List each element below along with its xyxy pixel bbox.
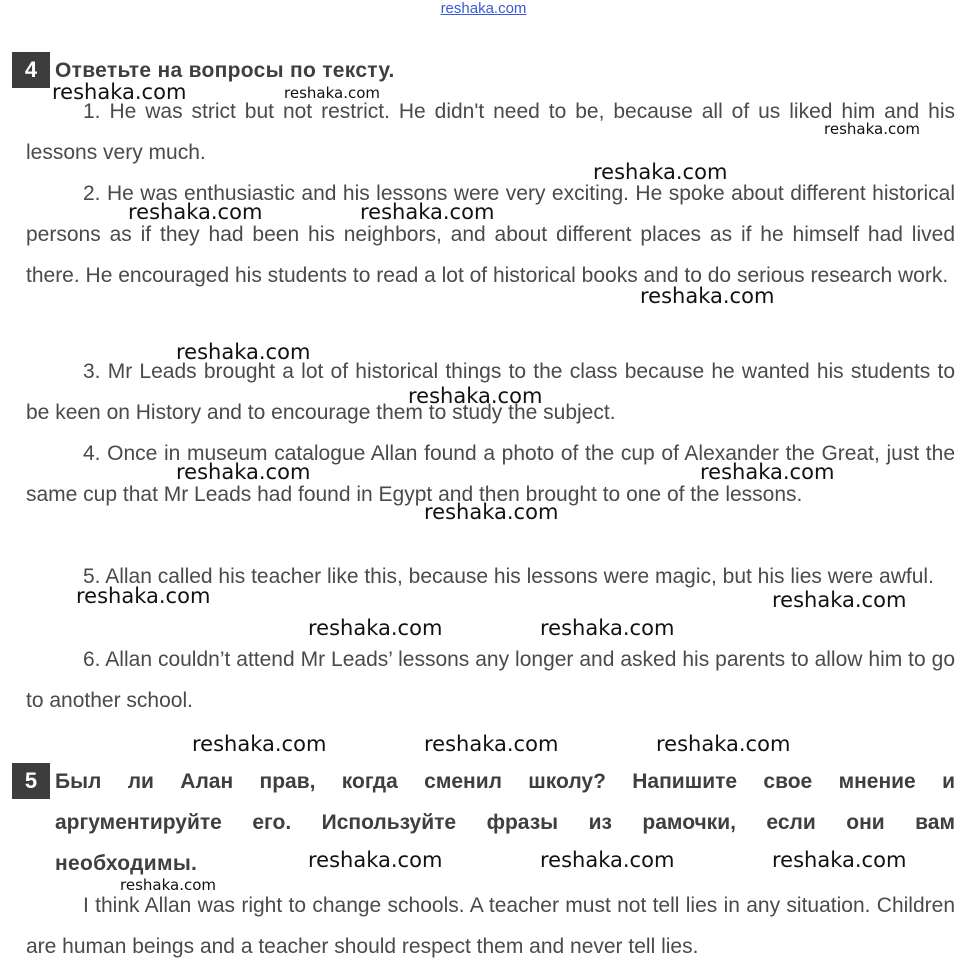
site-header-link[interactable]: reshaka.com — [440, 0, 527, 17]
answer-paragraph: 2. He was enthusiastic and his lessons were very exciting. He spoke about different historical persons as if they had been his neighbors, and about different places as if he himself had lived there. He encouraged his students to read a lot of historical books and to do serious research work. — [26, 182, 955, 287]
answer-paragraph: 5. Allan called his teacher like this, because his lessons were magic, but his lies were awful. — [83, 565, 934, 588]
watermark: reshaka.com — [120, 876, 216, 894]
watermark: reshaka.com — [824, 120, 920, 138]
task-number-badge: 4 — [12, 52, 50, 88]
watermark: reshaka.com — [308, 848, 443, 872]
watermark: reshaka.com — [540, 616, 675, 640]
answer-paragraph: 4. Once in museum catalogue Allan found a photo of the cup of Alexander the Great, just the same cup that Mr Leads had found in Egypt and then brought to one of the lessons. — [26, 442, 955, 506]
watermark: reshaka.com — [700, 460, 835, 484]
watermark: reshaka.com — [192, 732, 327, 756]
watermark: reshaka.com — [772, 848, 907, 872]
answer-paragraph: I think Allan was right to change schools. A teacher must not tell lies in any situation. Children are human beings and a teacher should respect them and never tell lies. — [26, 894, 955, 958]
answer-paragraph: 6. Allan couldn’t attend Mr Leads’ lessons any longer and asked his parents to allow him to go to another school. — [26, 648, 955, 712]
watermark: reshaka.com — [424, 500, 559, 524]
watermark: reshaka.com — [52, 80, 187, 104]
task-title-line: необходимы. — [55, 852, 198, 875]
watermark: reshaka.com — [128, 200, 263, 224]
watermark: reshaka.com — [593, 160, 728, 184]
watermark: reshaka.com — [424, 732, 559, 756]
answer-paragraph: 3. Mr Leads brought a lot of historical things to the class because he wanted his students to be keen on History and to encourage them to study the subject. — [26, 360, 955, 424]
watermark: reshaka.com — [360, 200, 495, 224]
task-title-line: Был ли Алан прав, когда сменил школу? Напишите свое мнение и — [55, 770, 955, 793]
watermark: reshaka.com — [772, 588, 907, 612]
watermark: reshaka.com — [284, 84, 380, 102]
task-number-badge: 5 — [12, 763, 50, 799]
watermark: reshaka.com — [408, 384, 543, 408]
watermark: reshaka.com — [76, 584, 211, 608]
watermark: reshaka.com — [176, 340, 311, 364]
watermark: reshaka.com — [640, 284, 775, 308]
watermark: reshaka.com — [176, 460, 311, 484]
task-title-line: аргументируйте его. Используйте фразы из рамочки, если они вам — [55, 811, 955, 834]
task-title: Ответьте на вопросы по тексту. — [55, 59, 395, 82]
watermark: reshaka.com — [540, 848, 675, 872]
watermark: reshaka.com — [308, 616, 443, 640]
answer-paragraph: 1. He was strict but not restrict. He didn't need to be, because all of us liked him and his lessons very much. — [26, 100, 955, 164]
watermark: reshaka.com — [656, 732, 791, 756]
